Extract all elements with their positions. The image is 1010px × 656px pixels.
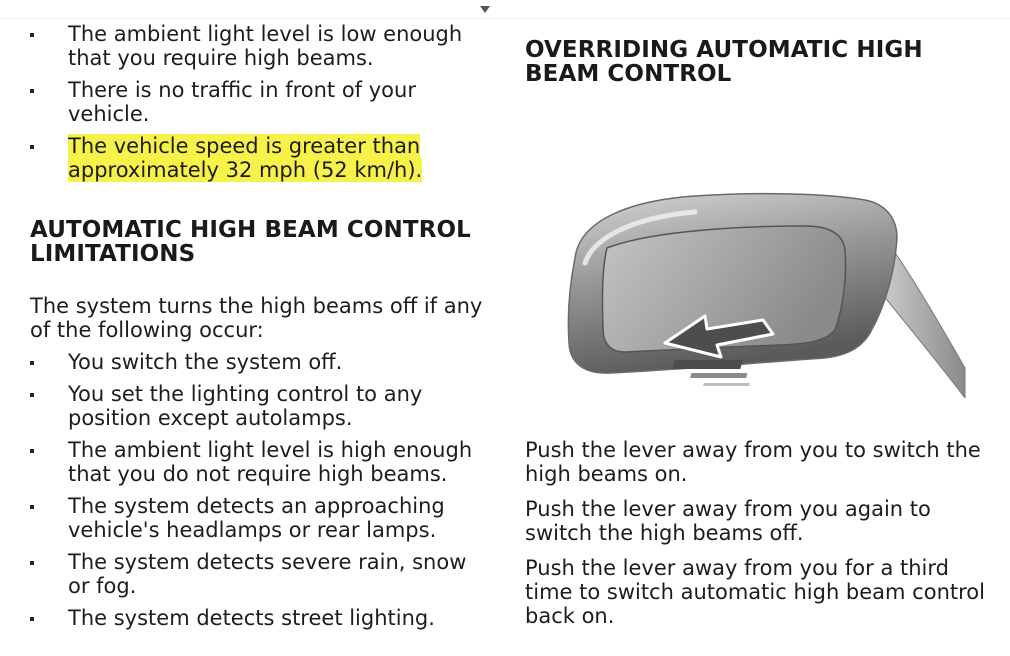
- bullet-icon: [30, 561, 34, 565]
- override-step-3: Push the lever away from you for a third time to switch automatic high beam control back on.: [525, 556, 985, 628]
- bullet-icon: [30, 617, 34, 621]
- highlighted-text: The vehicle speed is greater than approximately 32 mph (52 km/h).: [68, 134, 423, 182]
- list-item: [30, 606, 490, 630]
- left-column: [30, 22, 490, 638]
- list-item-text: The ambient light level is high enough that you do not require high beams.: [68, 438, 473, 486]
- bullet-icon: [30, 393, 34, 397]
- list-item-text: The system detects street lighting.: [68, 606, 435, 630]
- list-item-text: The system detects severe rain, snow or fog.: [68, 550, 467, 598]
- bullet-icon: [30, 145, 34, 149]
- bullet-icon: [30, 89, 34, 93]
- list-item-text: There is no traffic in front of your vehicle.: [68, 78, 416, 126]
- list-item: [30, 382, 490, 430]
- caret-down-icon[interactable]: [480, 6, 490, 13]
- override-step-1: Push the lever away from you to switch the high beams on.: [525, 438, 981, 486]
- list-item: [30, 350, 490, 374]
- limitations-intro: The system turns the high beams off if any of the following occur:: [30, 294, 483, 342]
- list-item-text: You set the lighting control to any position except autolamps.: [68, 382, 423, 430]
- overriding-heading: OVERRIDING AUTOMATIC HIGH BEAM CONTROL: [525, 37, 923, 87]
- list-item: [30, 550, 490, 598]
- conditions-list: [30, 22, 490, 182]
- list-item: [30, 134, 490, 182]
- override-step-2: Push the lever away from you again to switch the high beams off.: [525, 497, 931, 545]
- limitations-list: [30, 350, 490, 630]
- list-item: [30, 438, 490, 486]
- lever-push-arrow-icon: [525, 138, 970, 398]
- list-item: [30, 494, 490, 542]
- page-top-edge: [0, 0, 1010, 19]
- bullet-icon: [30, 361, 34, 365]
- list-item: [30, 78, 490, 126]
- list-item-text: You switch the system off.: [68, 350, 343, 374]
- bullet-icon: [30, 449, 34, 453]
- right-column: [525, 38, 995, 639]
- limitations-heading: AUTOMATIC HIGH BEAM CONTROL LIMITATIONS: [30, 217, 471, 267]
- list-item-text: The system detects an approaching vehicle's headlamps or rear lamps.: [68, 494, 445, 542]
- bullet-icon: [30, 505, 34, 509]
- list-item-text: The ambient light level is low enough that you require high beams.: [68, 22, 463, 70]
- list-item: [30, 22, 490, 70]
- bullet-icon: [30, 33, 34, 37]
